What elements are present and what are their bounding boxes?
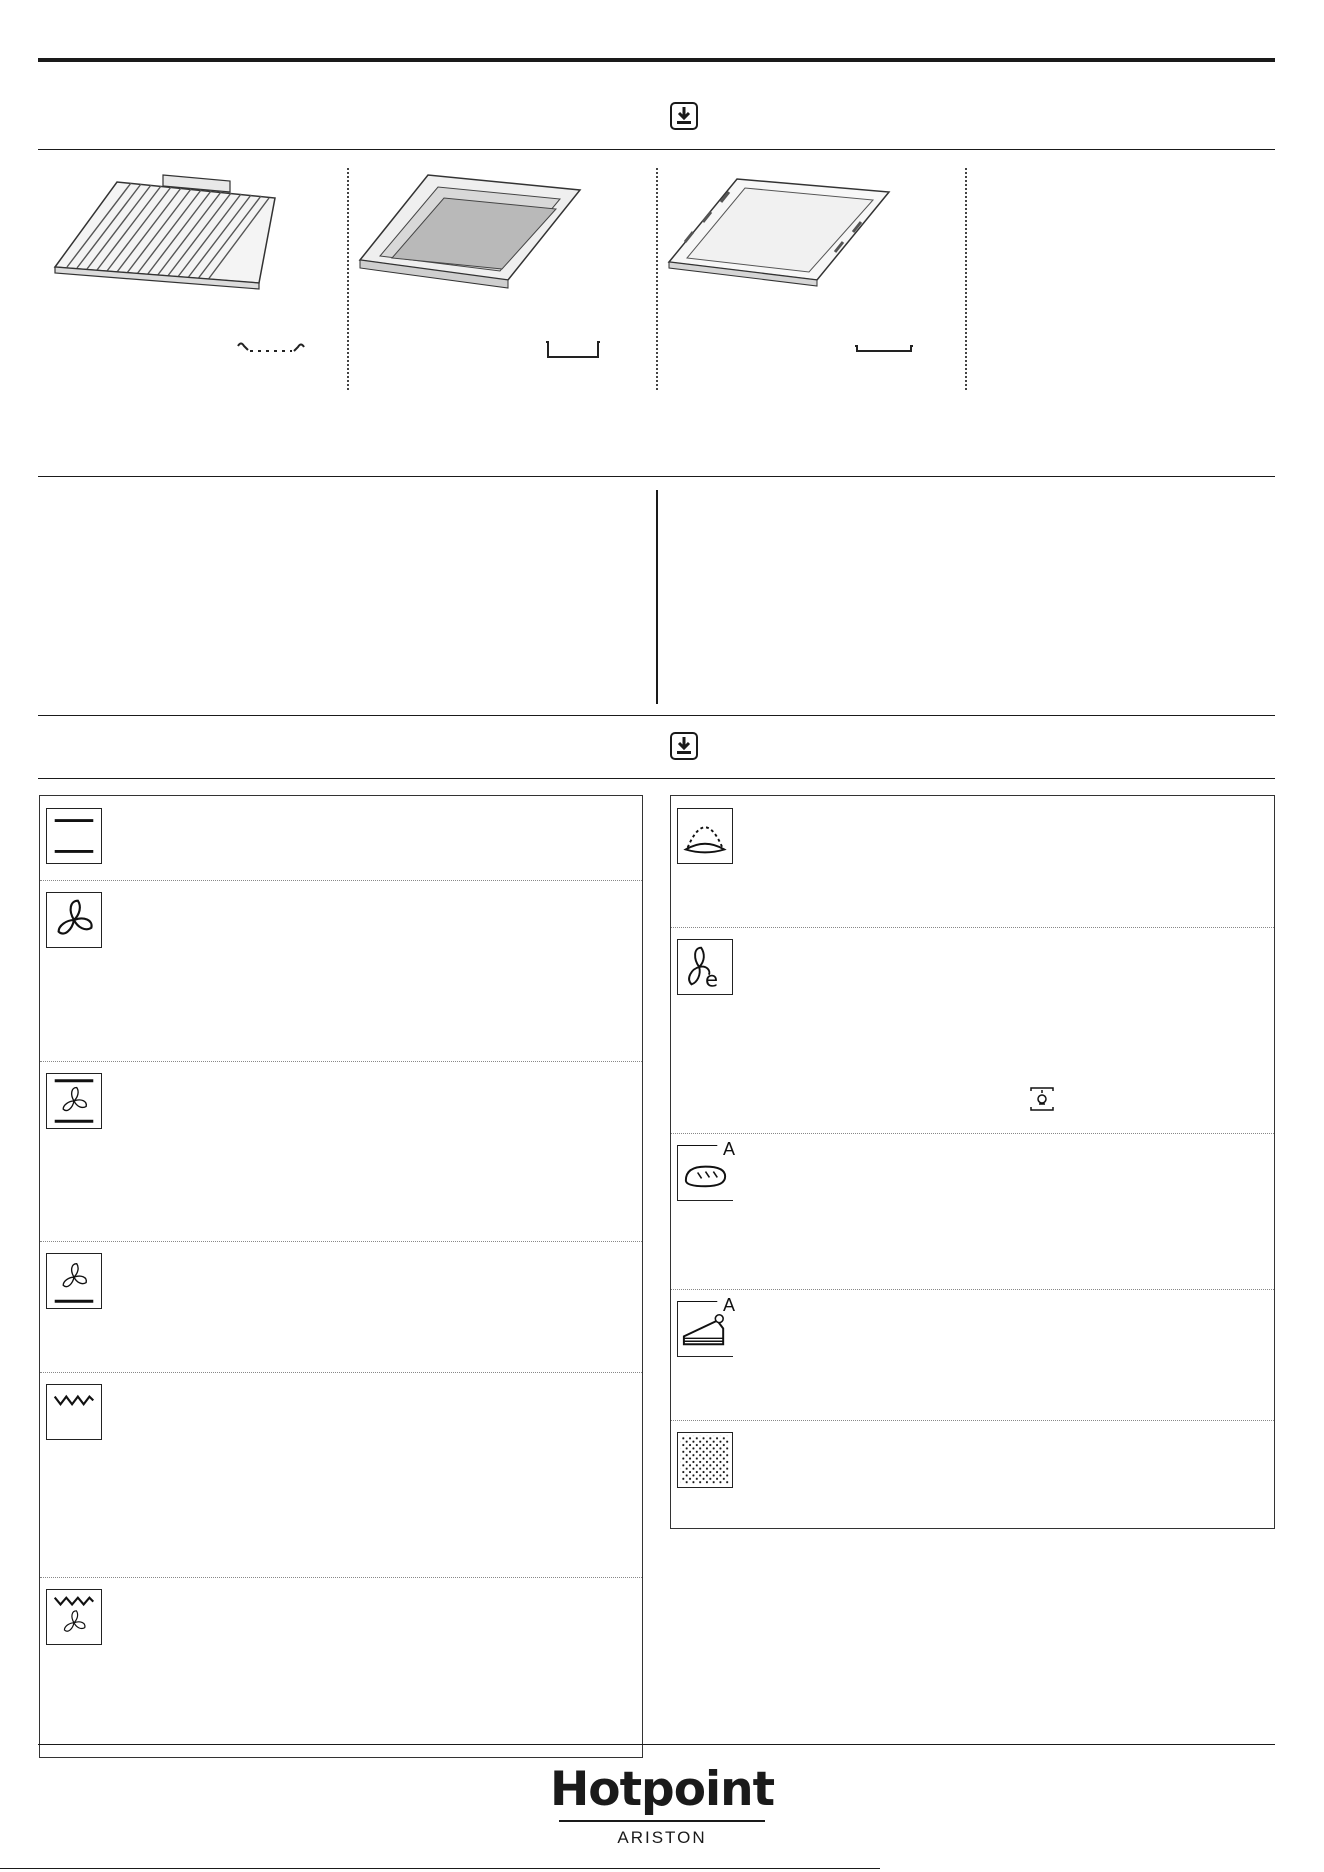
functions-panel-left (39, 795, 643, 1758)
svg-text:e: e (705, 967, 719, 993)
grill-icon (46, 1384, 102, 1440)
drip-tray-icon (356, 170, 656, 390)
deep-tray-profile-icon (546, 342, 600, 357)
download-icon[interactable] (670, 732, 698, 760)
brand-name: Hotpoint (549, 1762, 775, 1817)
convection-bake-icon (46, 1073, 102, 1129)
brand-divider (559, 1820, 765, 1822)
wire-shelf-icon (45, 170, 345, 390)
accessory-divider (965, 168, 967, 390)
top-rule (38, 58, 1275, 62)
page-bottom-rule (0, 1868, 880, 1869)
accessory-divider (347, 168, 349, 390)
baking-tray-icon (665, 170, 965, 390)
function-row (671, 1289, 1274, 1421)
conventional-heat-icon (46, 808, 102, 864)
function-row (671, 927, 1274, 1134)
download-icon[interactable] (670, 102, 698, 130)
function-row (671, 1133, 1274, 1290)
forced-air-fan-icon (46, 892, 102, 948)
turbo-grill-icon (46, 1589, 102, 1645)
function-row (40, 880, 642, 1062)
auto-letter: A (723, 1295, 736, 1315)
function-row (671, 796, 1274, 928)
rising-dough-icon (677, 808, 733, 864)
function-row (40, 1241, 642, 1373)
functions-header-rule (38, 778, 1275, 779)
oven-light-icon (1029, 1087, 1055, 1111)
fan-bottom-heat-icon (46, 1253, 102, 1309)
auto-letter: A (723, 1139, 736, 1159)
footer-rule (38, 1744, 1275, 1745)
accessory-divider (656, 168, 658, 390)
brand-sub: ARISTON (617, 1828, 707, 1847)
eco-forced-air-icon (677, 939, 733, 995)
function-row (40, 1577, 642, 1757)
section-first-use-rule (38, 476, 1275, 477)
section-accessories-rule (38, 149, 1275, 150)
function-row (671, 1420, 1274, 1528)
brand-logo (0, 1762, 1324, 1848)
defrost-dots-icon (677, 1432, 733, 1488)
flat-tray-profile-icon (855, 346, 913, 351)
functions-panel-right (670, 795, 1275, 1529)
function-row (40, 1061, 642, 1242)
first-use-column-divider (656, 490, 658, 704)
function-row (40, 796, 642, 881)
function-row (40, 1372, 642, 1578)
section-functions-rule (38, 715, 1275, 716)
wire-shelf-profile-icon (238, 344, 304, 352)
